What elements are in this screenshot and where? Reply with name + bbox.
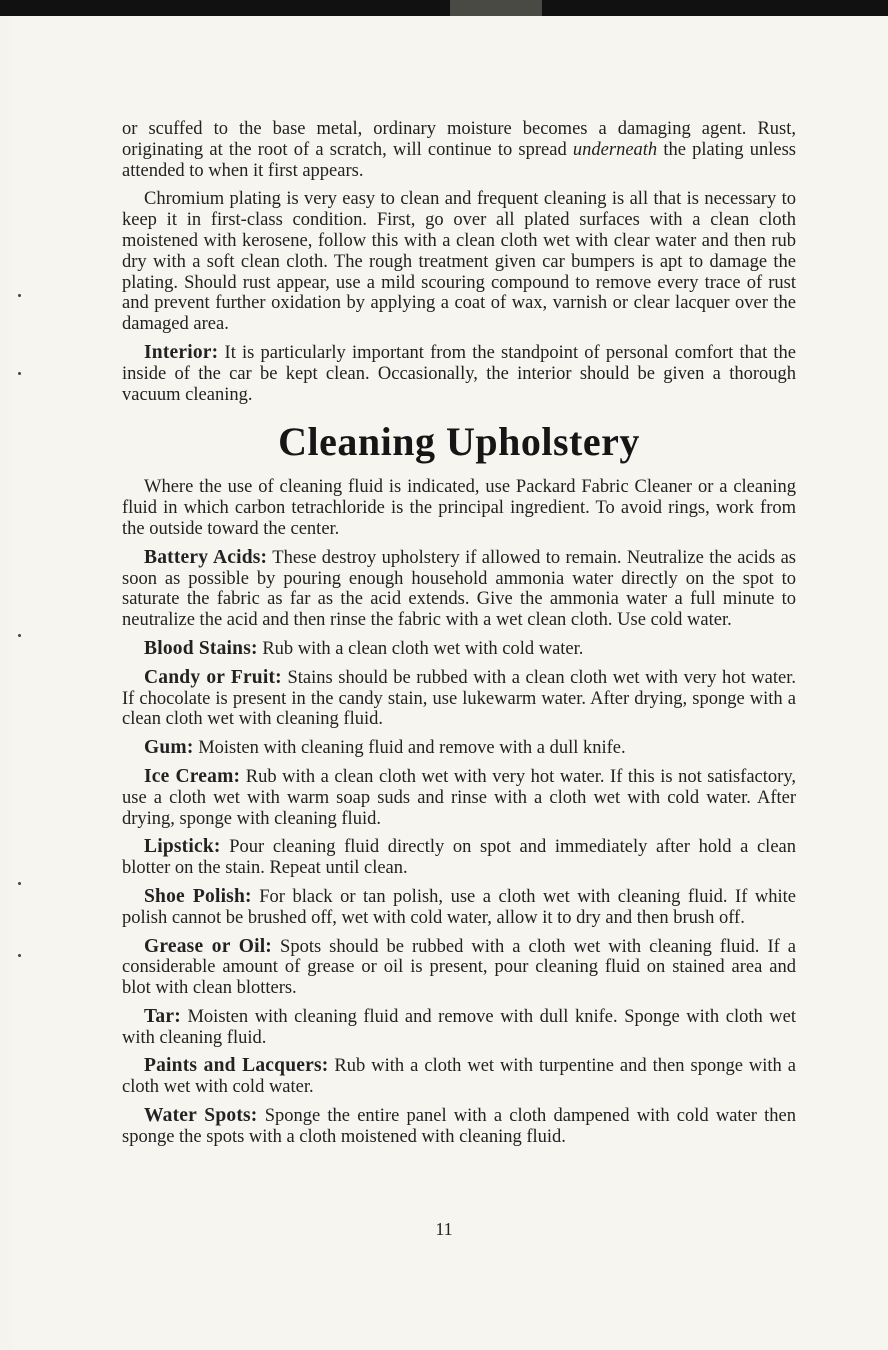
entry-term: Grease or Oil: xyxy=(144,935,273,957)
binding-mark xyxy=(18,372,21,375)
chromium-paragraph: Chromium plating is very easy to clean and frequent cleaning is all that is necessary to keep it in first-class condition. First, go over all plated surfaces with a clean cloth moistened with kerosene, follow this with a clean cloth wet with clear water and then rub dry with a soft clean cloth. The rough treatment given car bumpers is apt to damage the plating. Should rust appear, use a mild scouring compound to remove every trace of rust and prevent further oxidation by applying a coat of wax, varnish or clear lacquer over the damaged area. xyxy=(122,189,796,335)
binding-mark xyxy=(18,954,21,957)
entry-term: Tar: xyxy=(144,1005,181,1027)
entry-text: Rub with a clean cloth wet with cold water. xyxy=(257,638,584,659)
entry-paragraph xyxy=(122,887,796,929)
interior-term: Interior: xyxy=(144,341,219,363)
intro-emphasis: underneath xyxy=(572,139,658,160)
section-heading: Cleaning Upholstery xyxy=(278,419,640,465)
binding-mark xyxy=(18,882,21,885)
entry-paragraph xyxy=(122,1056,796,1098)
interior-paragraph xyxy=(122,343,796,405)
upholstery-intro: Where the use of cleaning fluid is indicated, use Packard Fabric Cleaner or a cleaning fluid in which carbon tetrachloride is the principal ingredient. To avoid rings, work from the outside toward the center. xyxy=(122,477,796,539)
entry-text: These destroy upholstery if allowed to remain. Neutralize the acids as soon as possible by pouring enough household ammonia water directly on the spot to saturate the fabric as far as the acid extends. Give the ammonia water a full minute to neutralize the acid and then rinse the fabric with a wet clean cloth. Use cold water. xyxy=(122,547,796,631)
page-number: 11 xyxy=(435,1219,453,1239)
entry-text: Moisten with cleaning fluid and remove with dull knife. Sponge with cloth wet with cleaning fluid. xyxy=(122,1006,796,1048)
entry-term: Shoe Polish: xyxy=(144,885,252,907)
scan-top-edge xyxy=(0,0,888,16)
intro-paragraph xyxy=(122,119,796,181)
entry-text: Stains should be rubbed with a clean cloth wet with very hot water. If chocolate is present in the candy stain, use lukewarm water. After drying, sponge with a clean cloth wet with cleaning fluid. xyxy=(122,667,796,730)
entry-term: Candy or Fruit: xyxy=(144,666,282,688)
page-body xyxy=(122,119,796,1156)
intro-text-2: the plating unless attended to when it first appears. xyxy=(122,139,796,181)
entry-term: Gum: xyxy=(144,737,194,759)
scan-tab xyxy=(450,0,542,16)
entry-text: For black or tan polish, use a cloth wet with cleaning fluid. If white polish cannot be brushed off, wet with cold water, allow it to dry and then brush off. xyxy=(122,886,797,928)
entry-text: Pour cleaning fluid directly on spot and immediately after hold a clean blotter on the stain. Repeat until clean. xyxy=(122,837,796,879)
entry-term: Battery Acids: xyxy=(144,546,268,568)
entry-term: Water Spots: xyxy=(144,1105,258,1127)
binding-mark xyxy=(18,634,21,637)
entry-paragraph xyxy=(122,937,796,999)
binding-mark xyxy=(18,294,21,297)
entry-paragraph xyxy=(122,837,796,879)
entry-paragraph xyxy=(122,1106,796,1148)
entry-text: Rub with a clean cloth wet with very hot water. If this is not satisfactory, use a cloth wet with warm soap suds and rinse with a cloth wet with cold water. After drying, sponge with cleaning fluid. xyxy=(122,766,796,829)
entry-paragraph xyxy=(122,738,796,759)
entry-text: Moisten with cleaning fluid and remove with a dull knife. xyxy=(193,738,626,759)
entry-text: Rub with a cloth wet with turpentine and then sponge with a cloth wet with cold water. xyxy=(122,1056,796,1098)
entry-term: Ice Cream: xyxy=(144,765,241,787)
entry-text: Sponge the entire panel with a cloth dampened with cold water then sponge the spots with a cloth moistened with cleaning fluid. xyxy=(122,1106,796,1147)
interior-text: It is particularly important from the standpoint of personal comfort that the inside of the car be kept clean. Occasionally, the interior should be given a thorough vacuum cleaning. xyxy=(122,342,796,405)
entry-term: Blood Stains: xyxy=(144,637,258,659)
entry-term: Lipstick: xyxy=(144,836,221,858)
entry-paragraph xyxy=(122,548,796,631)
entry-text: Spots should be rubbed with a cloth wet with cleaning fluid. If a considerable amount of grease or oil is present, pour cleaning fluid on stained area and blot with clean blotters. xyxy=(122,936,797,999)
entry-paragraph xyxy=(122,668,796,730)
intro-text-1: or scuffed to the base metal, ordinary moisture becomes a damaging agent. Rust, originating at the root of a scratch, will continue to spread xyxy=(122,119,796,160)
entry-paragraph xyxy=(122,767,796,829)
entry-paragraph xyxy=(122,639,796,660)
entry-paragraph xyxy=(122,1007,796,1049)
entry-term: Paints and Lacquers: xyxy=(144,1055,329,1077)
